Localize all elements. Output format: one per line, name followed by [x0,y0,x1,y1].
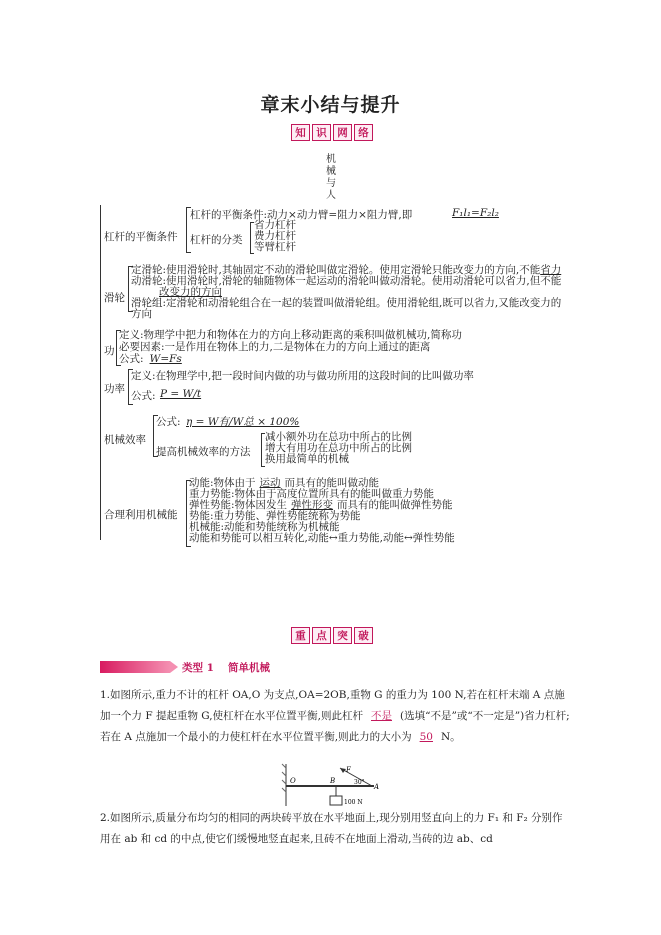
energy-lines [189,478,455,544]
section-char: 点 [312,627,331,644]
efficiency-ways [265,432,412,465]
section-char: 识 [312,124,331,141]
section-char: 知 [291,124,310,141]
section-char: 破 [354,627,373,644]
vertical-char: 与 [326,178,336,189]
label-b: B [330,777,336,785]
q1-text: N。 [440,731,461,743]
lever-classify: 杠杆的分类 [190,234,243,246]
efficiency-improve: 提高机械效率的方法 [156,446,251,458]
lever-condition: 杠杆的平衡条件:动力×动力臂=阻力×阻力臂,即 [190,209,413,221]
pulley-answer: 省力 [540,264,562,276]
energy-text: 动能:物体由于 [189,477,256,489]
work-lines [119,329,462,365]
section-knowledge-network [291,124,373,141]
pulley-label: 滑轮 [104,292,125,304]
section-char: 网 [333,124,352,141]
pulley-movable: 动滑轮:使用滑轮时,滑轮的轴随物体一起运动的滑轮叫做动滑轮。使用动滑轮可以省力,但不能 [131,275,562,287]
page-title: 章末小结与提升 [260,94,401,116]
vertical-char: 人 [326,190,336,201]
energy-answer: 弹性形变 [291,499,334,511]
work-definition: 定义:物理学中把力和物体在力的方向上移动距离的乘积叫做机械功,简称功 [119,329,462,341]
label-a: A [374,783,380,791]
efficiency-formula-label: 公式: [156,416,181,428]
power-label: 功率 [104,383,125,395]
type-banner [100,661,170,673]
label-f: F [346,766,351,774]
lever-figure [280,762,380,810]
chapter-vertical-title [325,154,337,202]
lever-kind: 省力杠杆 [254,219,296,231]
label-o: O [290,777,296,785]
work-factors: 必要因素:一是作用在物体上的力,二是物体在力的方向上通过的距离 [119,341,431,353]
q1-answer: 50 [419,731,433,743]
pulley-group: 滑轮组:定滑轮和动滑轮组合在一起的装置叫做滑轮组。使用滑轮组,既可以省力,又能改变力的 [131,297,562,309]
question-2: 2.如图所示,质量分布均匀的相同的两块砖平放在水平地面上,现分别用竖直向上的力 F₁ 和 F₂ 分别作用在 ab 和 cd 的中点,使它们缓慢地竖直起来,且砖不在地面上滑动,当砖的边 ab、cd [100,812,563,845]
lever-kinds [254,220,296,253]
pulley-answer: 改变力的方向 [159,286,222,298]
type-label: 类型 1 [182,662,214,674]
energy-text: 势能:重力势能、弹性势能统称为势能 [189,510,361,522]
vertical-char: 机 [326,154,336,165]
work-formula: W=Fs [149,353,182,365]
q1-text: 1.如图所示,重力不计的杠杆 OA,O 为支点,OA=2OB,重物 G 的重力为 100 N,若在杠杆末端 A 点施加一个力 F 提起重物 G,使杠杆在水平位置平衡,则此杠杆 [100,689,565,722]
work-formula-label: 公式: [119,353,144,365]
section-char: 突 [333,627,352,644]
efficiency-way: 减小额外功在总功中所占的比例 [265,431,412,443]
label-weight: 100 N [344,799,363,806]
energy-text: 机械能:动能和势能统称为机械能 [189,521,340,533]
power-formula-label: 公式: [131,390,156,402]
efficiency-way: 换用最简单的机械 [265,453,349,465]
energy-label: 合理利用机械能 [104,509,178,521]
power-formula: P = W/t [160,388,202,400]
efficiency-label: 机械效率 [104,434,146,446]
energy-text: 而具有的能叫做弹性势能 [337,499,453,511]
section-key-points [291,627,373,644]
pulley-fixed: 定滑轮:使用滑轮时,其轴固定不动的滑轮叫做定滑轮。使用定滑轮只能改变力的方向,不能 [131,264,541,276]
energy-text: 重力势能:物体由于高度位置所具有的能叫做重力势能 [189,488,435,500]
lever-kind: 费力杠杆 [254,230,296,242]
efficiency-way: 增大有用功在总功中所占的比例 [265,442,412,454]
type-name: 简单机械 [228,662,270,674]
pulley-lines [131,265,561,320]
main-brace [100,205,101,540]
energy-text: 动能和势能可以相互转化,动能↔重力势能,动能↔弹性势能 [189,532,455,544]
lever-formula: F₁l₁=F₂l₂ [452,207,499,219]
energy-answer: 运动 [259,477,281,489]
section-char: 络 [354,124,373,141]
work-label: 功 [104,345,115,357]
vertical-char: 械 [326,166,336,177]
q1-answer: 不是 [371,710,392,722]
efficiency-formula: η = W有/W总 × 100% [186,416,300,428]
pulley-group-end: 方向 [131,308,152,320]
weight-block [330,796,342,805]
energy-text: 而具有的能叫做动能 [284,477,380,489]
power-definition: 定义:在物理学中,把一段时间内做的功与做功所用的这段时间的比叫做功率 [131,370,474,382]
energy-text: 弹性势能:物体因发生 [189,499,288,511]
label-angle: 30° [354,779,365,786]
lever-kind: 等臂杠杆 [254,241,296,253]
lever-label: 杠杆的平衡条件 [104,231,178,243]
q1-text: (选填“不是”或“不一定是”)省力杠杆;若在 A 点施加一个最小的力使杠杆在水平位置平衡,则此力的大小为 [100,710,570,743]
section-char: 重 [291,627,310,644]
question-1 [100,685,570,748]
